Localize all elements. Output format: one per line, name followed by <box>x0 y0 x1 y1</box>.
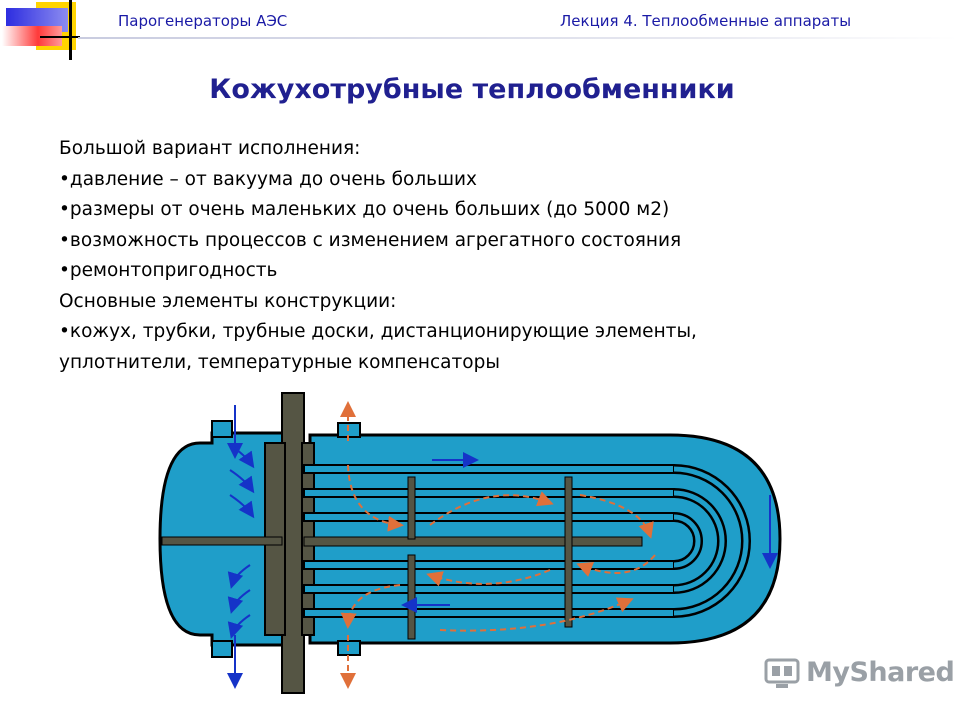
body-line: •ремонтопригодность <box>59 260 278 281</box>
body-line: •возможность процессов с изменением агрегатного состояния <box>59 229 682 251</box>
baffle-3 <box>408 555 415 639</box>
header-lecture-name: Лекция 4. Теплообменные аппараты <box>560 12 852 30</box>
header-course-name: Парогенераторы АЭС <box>118 12 288 30</box>
slide-body <box>59 134 919 378</box>
left-nozzle-top <box>212 421 232 437</box>
body-line: Основные элементы конструкции: <box>59 290 397 312</box>
watermark-text: MyShared <box>806 657 955 688</box>
head-partition <box>162 537 282 545</box>
left-nozzle-bottom <box>212 641 232 657</box>
body-line: уплотнители, температурные компенсаторы <box>59 351 500 373</box>
body-line: Большой вариант исполнения: <box>59 138 361 159</box>
watermark <box>764 652 955 696</box>
slide-title: Кожухотрубные теплообменники <box>209 74 735 105</box>
tie-rod <box>304 537 642 546</box>
body-line: •размеры от очень маленьких до очень больших (до 5000 м2) <box>59 199 670 220</box>
corner-vertical-line <box>69 0 72 60</box>
heat-exchanger-diagram <box>150 385 790 705</box>
baffle-2 <box>565 477 572 627</box>
body-line: •давление – от вакуума до очень больших <box>59 168 477 190</box>
body-line: •кожух, трубки, трубные доски, дистанционирующие элементы, <box>59 321 697 342</box>
watermark-screen-icon <box>764 656 802 692</box>
corner-horizontal-line <box>40 36 80 38</box>
baffle-1 <box>408 477 415 539</box>
header-divider <box>78 37 958 39</box>
